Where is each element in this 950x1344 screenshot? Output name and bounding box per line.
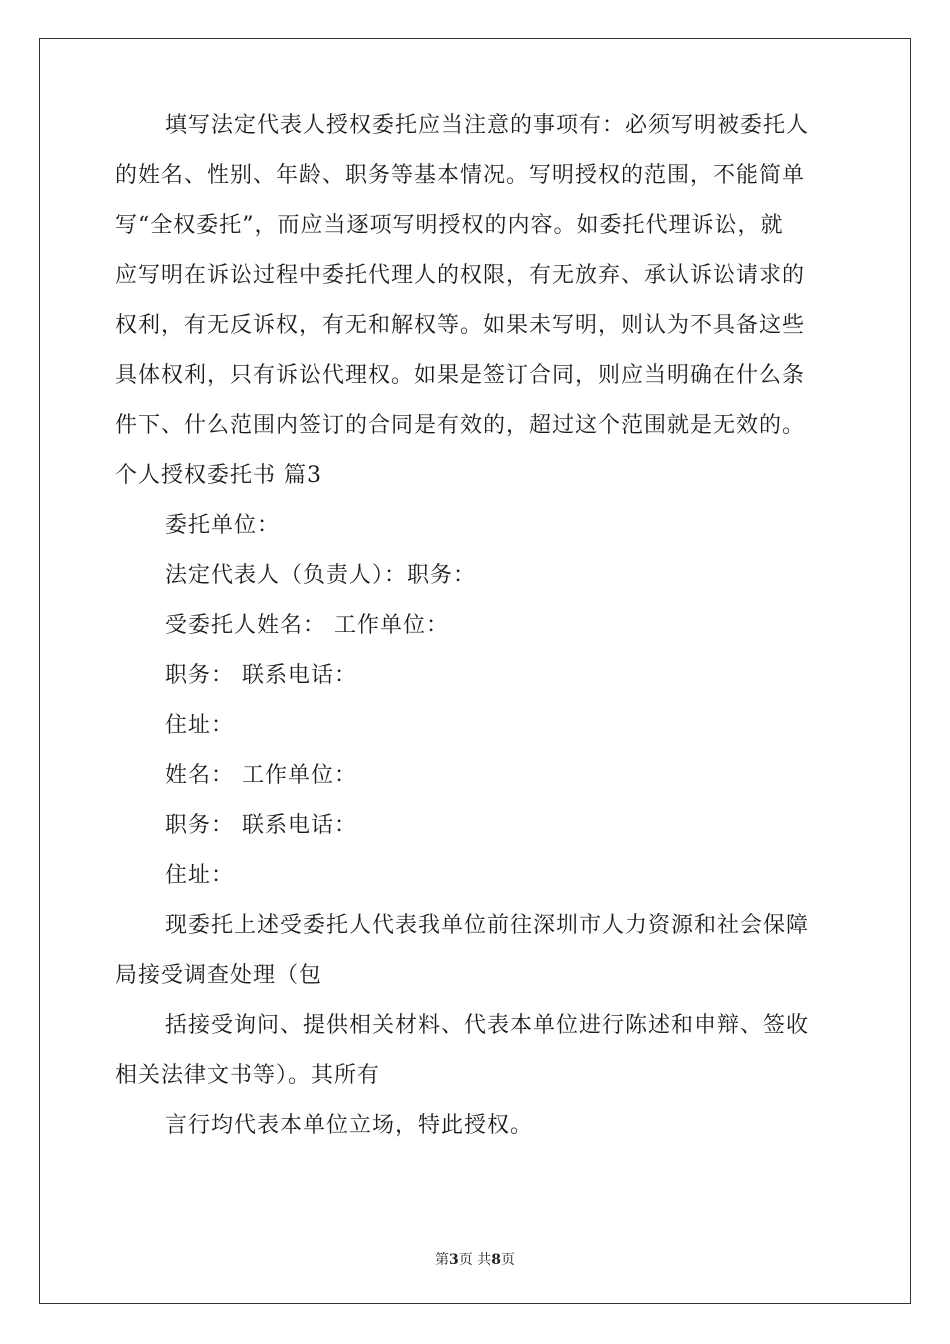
form-field-line: 委托单位：: [165, 513, 281, 538]
page-prefix: 第: [435, 1252, 450, 1268]
paragraph-line: 权利，有无反诉权，有无和解权等。如果未写明，则认为不具备这些: [115, 313, 806, 338]
page-number-footer: [0, 1249, 950, 1269]
paragraph-line: 填写法定代表人授权委托应当注意的事项有：必须写明被委托人: [165, 113, 810, 138]
form-field-line: 住址：: [165, 713, 235, 738]
page-total: 8: [491, 1252, 501, 1268]
form-field-line: 姓名： 工作单位：: [165, 763, 357, 788]
paragraph-line: 括接受询问、提供相关材料、代表本单位进行陈述和申辩、签收: [165, 1013, 810, 1038]
paragraph-line: 局接受调查处理（包: [115, 963, 323, 988]
page-suffix: 页: [500, 1252, 515, 1268]
form-field-line: 住址：: [165, 863, 235, 888]
paragraph-line: 相关法律文书等）。其所有: [115, 1063, 381, 1088]
paragraph-line: 现委托上述受委托人代表我单位前往深圳市人力资源和社会保障: [165, 913, 810, 938]
page-mid: 页 共: [458, 1252, 492, 1268]
form-field-line: 受委托人姓名： 工作单位：: [165, 613, 449, 638]
paragraph-line: 的姓名、性别、年龄、职务等基本情况。写明授权的范围，不能简单: [115, 163, 806, 188]
form-field-line: 职务： 联系电话：: [165, 663, 357, 688]
document-body: [115, 113, 835, 1176]
paragraph-line: 写“全权委托”，而应当逐项写明授权的内容。如委托代理诉讼，就: [115, 213, 784, 238]
section-heading: 个人授权委托书 篇3: [115, 463, 322, 488]
paragraph-line: 具体权利，只有诉讼代理权。如果是签订合同，则应当明确在什么条: [115, 363, 806, 388]
paragraph-line: 言行均代表本单位立场，特此授权。: [165, 1113, 534, 1138]
form-field-line: 职务： 联系电话：: [165, 813, 357, 838]
form-field-line: 法定代表人（负责人）：职务：: [165, 563, 477, 588]
paragraph-line: 件下、什么范围内签订的合同是有效的，超过这个范围就是无效的。: [115, 413, 806, 438]
paragraph-line: 应写明在诉讼过程中委托代理人的权限，有无放弃、承认诉讼请求的: [115, 263, 806, 288]
page-current: 3: [449, 1252, 459, 1268]
